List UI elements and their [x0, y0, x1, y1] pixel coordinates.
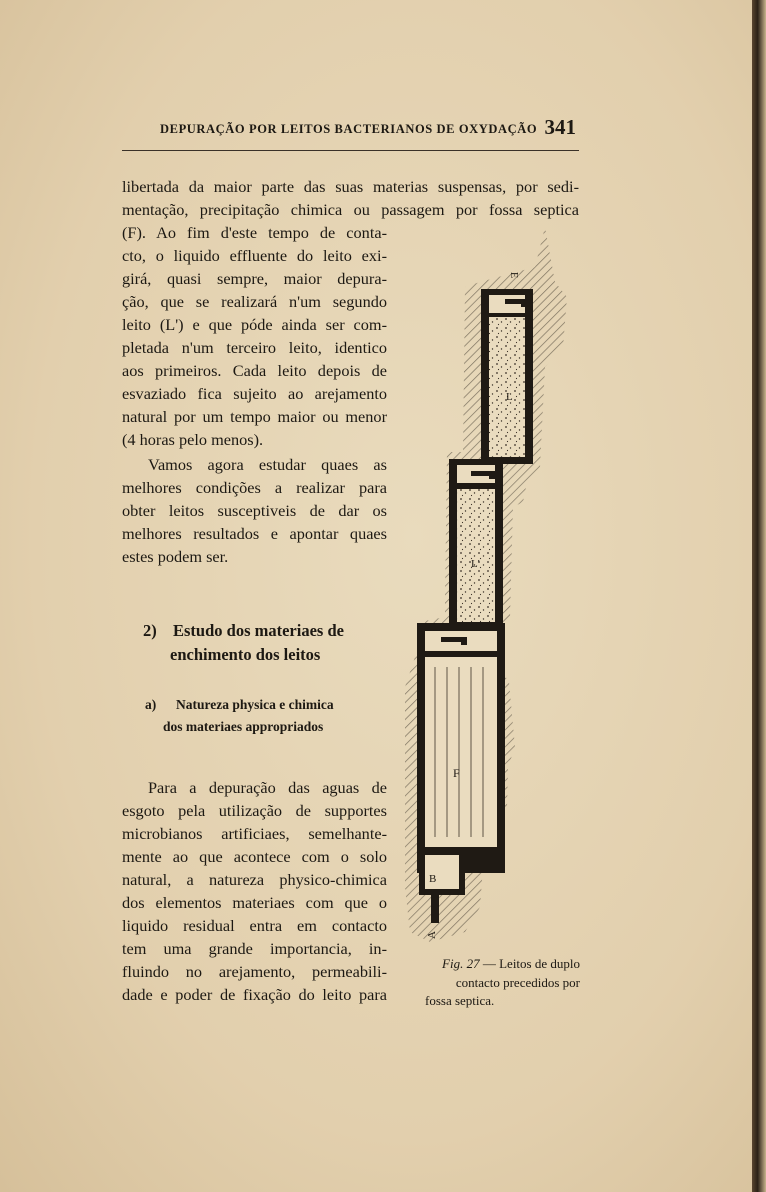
page-header: [122, 114, 579, 151]
figure-label: B: [429, 873, 437, 885]
page-edge: [752, 0, 766, 1192]
text-line: esvaziado fica sujeito ao arejamento: [122, 384, 387, 403]
section-title: Estudo dos materiaes de: [173, 621, 344, 640]
text-line: melhores condições a realizar para: [122, 478, 387, 497]
text-line: melhores resultados e apontar quaes: [122, 524, 387, 543]
text-line: ção, que se realizará n'um segundo: [122, 292, 387, 311]
figure-caption: [395, 955, 580, 1011]
subsection-letter: a): [145, 697, 157, 712]
figure-number: Fig. 27: [442, 956, 480, 971]
figure-label: A: [426, 931, 438, 939]
text-line: girá, quasi sempre, maior depura-: [122, 269, 387, 288]
text-line: (4 horas pelo menos).: [122, 430, 264, 449]
figure-label: L': [471, 558, 480, 570]
text-line: esgoto pela utilização de supportes: [122, 801, 387, 820]
subsection-title: Natureza physica e chimica: [176, 697, 334, 712]
caption-text: contacto precedidos por: [455, 974, 580, 990]
text-line: obter leitos susceptiveis de dar os: [122, 501, 387, 520]
text-line: microbianos artificiaes, semelhante-: [122, 824, 387, 843]
text-line: dade e poder de fixação do leito para: [122, 985, 387, 1004]
text-line: natural por um tempo maior ou menor: [122, 407, 387, 426]
text-line: (F). Ao fim d'este tempo de conta-: [122, 223, 387, 242]
figure-label: L: [506, 391, 513, 403]
caption-text: — Leitos de duplo: [479, 956, 580, 971]
text-line: liquido residual entra em contacto: [122, 916, 387, 935]
text-line: pletada n'um terceiro leito, identico: [122, 338, 387, 357]
caption-text: fossa septica.: [425, 993, 495, 1008]
section-title: enchimento dos leitos: [170, 645, 321, 664]
text-line: aos primeiros. Cada leito depois de: [122, 361, 387, 380]
running-head: DEPURAÇÃO POR LEITOS BACTERIANOS DE OXYDAÇÃO: [160, 122, 538, 136]
text-line: mente ao que acontece com o solo: [122, 847, 387, 866]
septic-tank-figure: [405, 227, 585, 947]
text-line: mentação, precipitação chimica ou passagem por fossa septica: [122, 200, 579, 219]
figure-label: F: [453, 766, 460, 780]
text-line: fluindo no arejamento, permeabili-: [122, 962, 387, 981]
bed-gravel: [489, 317, 525, 457]
text-line: dos elementos materiaes com que o: [122, 893, 387, 912]
figure-label: E: [508, 272, 519, 279]
text-line: estes podem ser.: [122, 547, 229, 566]
text-line: libertada da maior parte das suas materias suspensas, por sedi-: [122, 177, 579, 196]
text-line: tem uma grande importancia, in-: [122, 939, 387, 958]
text-line: Vamos agora estudar quaes as: [148, 455, 387, 474]
subsection-title: dos materiaes appropriados: [163, 719, 324, 734]
text-line: cto, o liquido effluente do leito exi-: [122, 246, 387, 265]
text-line: Para a depuração das aguas de: [148, 778, 387, 797]
section-number: 2): [143, 621, 157, 640]
text-line: leito (L') e que póde ainda ser com-: [122, 315, 387, 334]
tank-inner: [425, 657, 497, 847]
page-number: 341: [544, 115, 576, 139]
bed-gravel: [457, 489, 495, 622]
text-line: natural, a natureza physico-chimica: [122, 870, 387, 889]
